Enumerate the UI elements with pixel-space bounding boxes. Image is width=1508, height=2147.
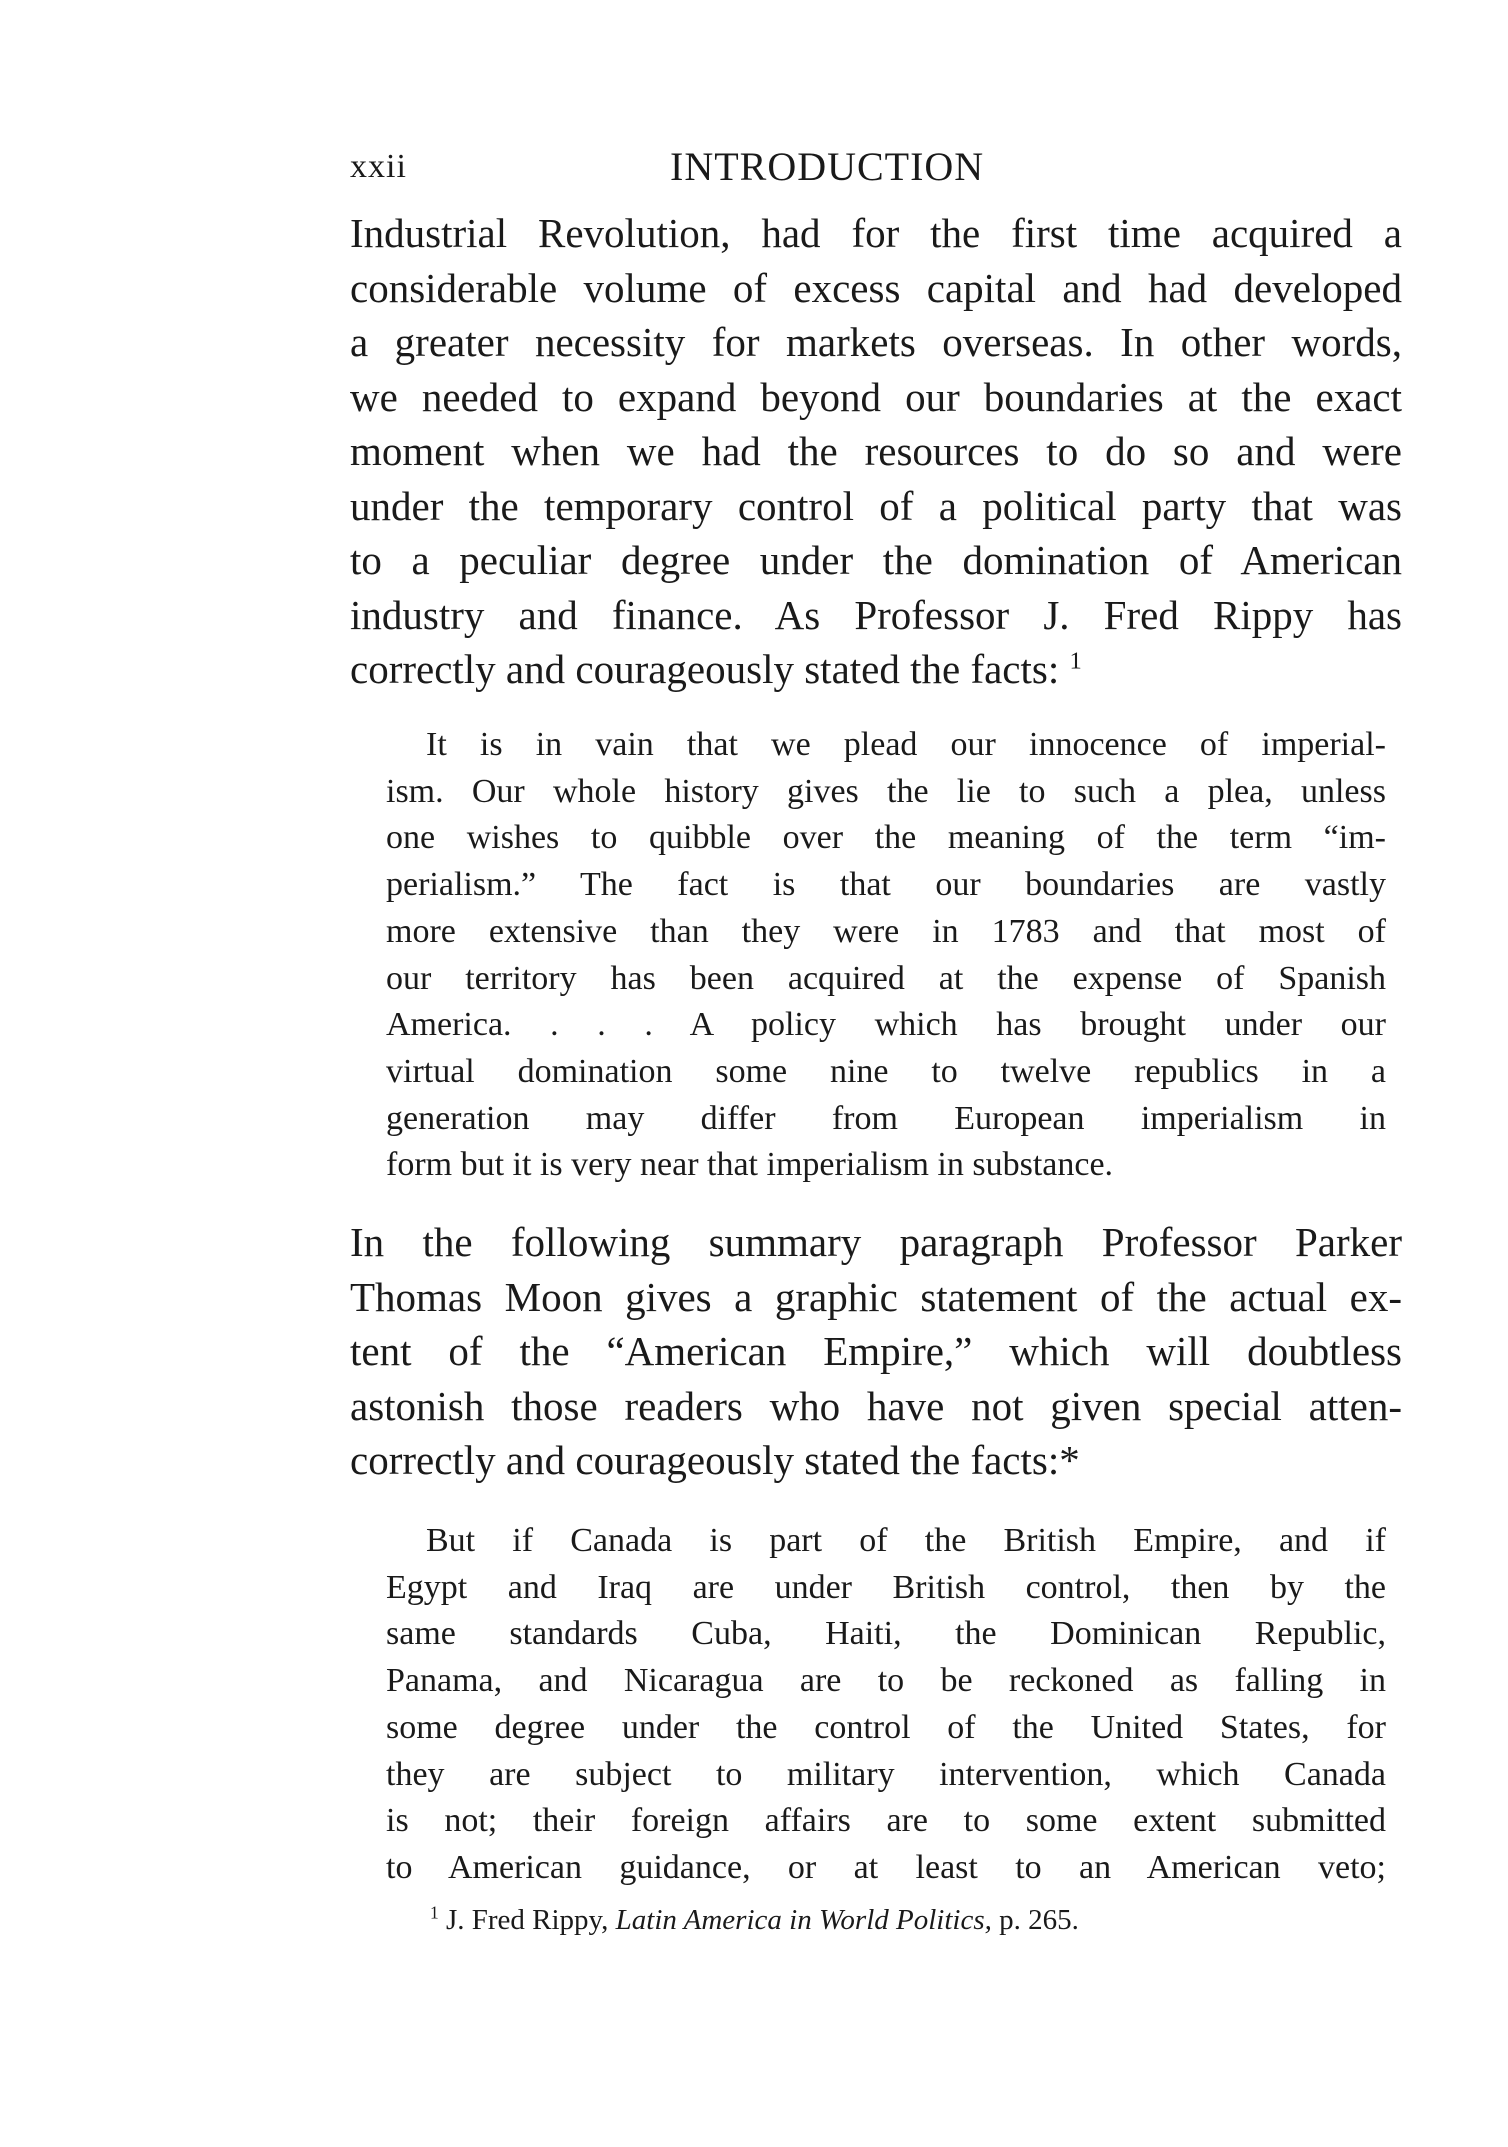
text-line: correctly and courageously stated the facts:* — [350, 1437, 1080, 1483]
text-line: industry and finance. As Professor J. Fred Rippy has — [350, 591, 1402, 638]
footnote — [430, 1900, 1079, 1940]
quote-line: It is in vain that we plead our innocence of imperial- — [426, 726, 1386, 763]
running-head — [350, 142, 1400, 192]
footnote-page: p. 265. — [999, 1904, 1079, 1936]
text-line: moment when we had the resources to do so and were — [350, 428, 1402, 474]
quote-line: form but it is very near that imperialism in substance. — [386, 1146, 1114, 1184]
quote-line: more extensive than they were in 1783 and that most of — [386, 912, 1386, 950]
quote-line: one wishes to quibble over the meaning of the term “im- — [386, 819, 1386, 857]
text-line: under the temporary control of a political party that was — [350, 482, 1402, 529]
quote-line: is not; their foreign affairs are to some extent submitted — [386, 1802, 1386, 1840]
quote-line: our territory has been acquired at the expense of Spanish — [386, 959, 1386, 997]
quote-line: perialism.” The fact is that our boundaries are vastly — [386, 866, 1386, 904]
block-quote-2 — [386, 1518, 1386, 1892]
text-line: tent of the “American Empire,” which will doubtless — [350, 1328, 1402, 1374]
footnote-reference: 1 — [1069, 647, 1082, 675]
running-title: INTRODUCTION — [670, 144, 985, 189]
text-line: considerable volume of excess capital and had developed — [350, 264, 1402, 311]
quote-line: they are subject to military intervention, which Canada — [386, 1755, 1386, 1793]
quote-line: virtual domination some nine to twelve republics in a — [386, 1052, 1386, 1090]
text-line: correctly and courageously stated the facts: — [350, 646, 1060, 692]
text-line: Industrial Revolution, had for the first time acquired a — [350, 210, 1402, 256]
text-line: a greater necessity for markets overseas. In other words, — [350, 319, 1402, 365]
quote-line: ism. Our whole history gives the lie to such a plea, unless — [386, 772, 1386, 810]
page-number: xxii — [350, 148, 407, 185]
text-line-last — [350, 642, 1402, 697]
paragraph-2 — [350, 1215, 1402, 1488]
text-line: Thomas Moon gives a graphic statement of the actual ex- — [350, 1273, 1402, 1320]
text-line: In the following summary paragraph Professor Parker — [350, 1219, 1402, 1265]
quote-line: same standards Cuba, Haiti, the Dominican Republic, — [386, 1615, 1386, 1653]
quote-line: to American guidance, or at least to an American veto; — [386, 1848, 1386, 1886]
quote-line: But if Canada is part of the British Empire, and if — [426, 1522, 1386, 1559]
text-line: we needed to expand beyond our boundaries at the exact — [350, 373, 1402, 420]
footnote-marker: 1 — [430, 1902, 439, 1923]
text-line: to a peculiar degree under the domination of American — [350, 537, 1402, 583]
quote-line: generation may differ from European imperialism in — [386, 1099, 1386, 1137]
quote-line: some degree under the control of the United States, for — [386, 1708, 1386, 1746]
quote-line: Panama, and Nicaragua are to be reckoned as falling in — [386, 1662, 1386, 1700]
footnote-title: Latin America in World Politics, — [615, 1904, 992, 1936]
quote-line: America. . . . A policy which has brought under our — [386, 1006, 1386, 1044]
block-quote-1 — [386, 722, 1386, 1189]
quote-line: Egypt and Iraq are under British control, then by the — [386, 1568, 1386, 1606]
footnote-author: J. Fred Rippy, — [445, 1904, 609, 1936]
paragraph-1 — [350, 206, 1402, 697]
text-line: astonish those readers who have not given special atten- — [350, 1382, 1402, 1429]
